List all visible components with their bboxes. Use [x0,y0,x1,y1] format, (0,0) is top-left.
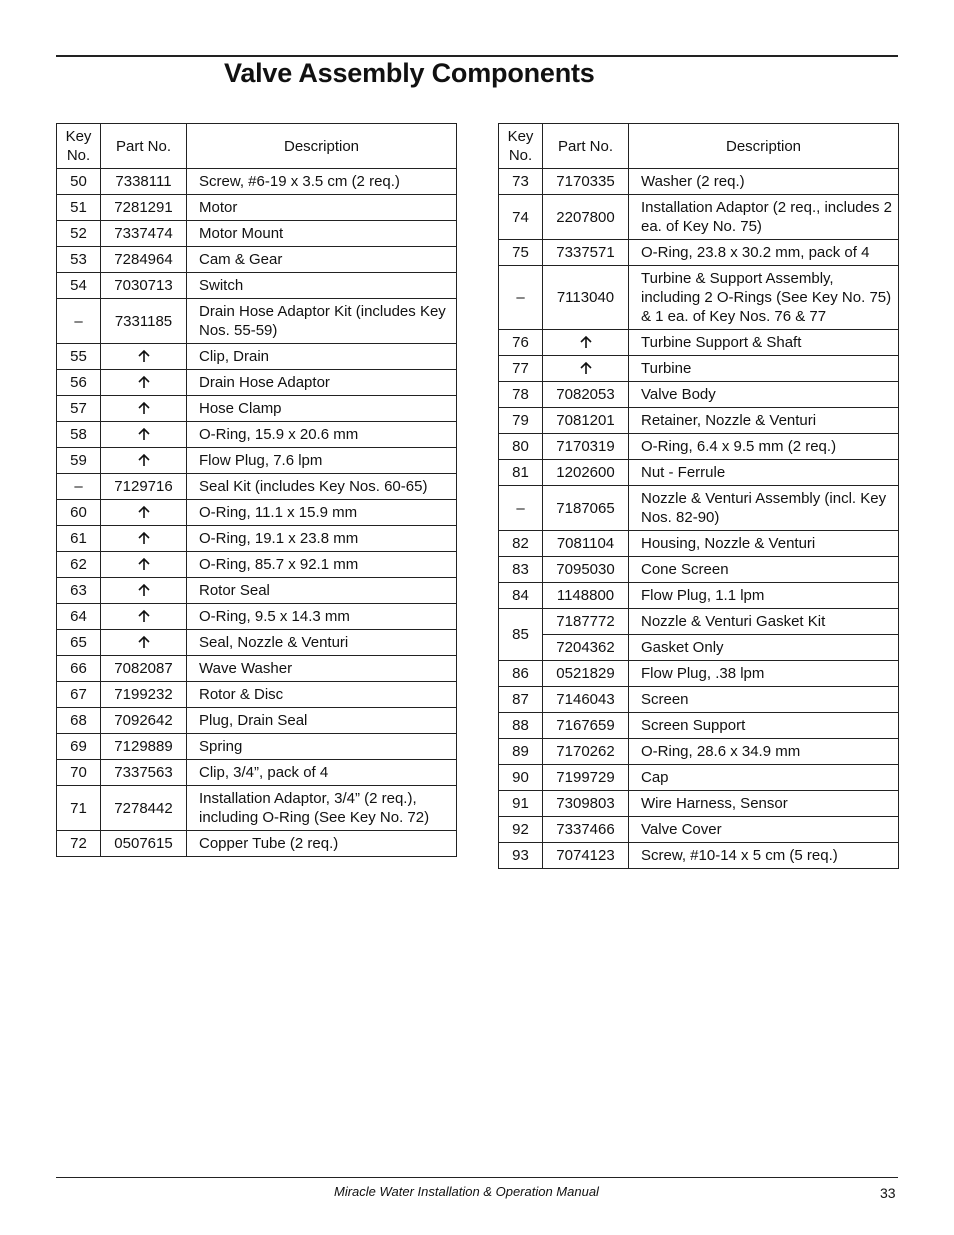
cell-part-no: 7074123 [543,843,629,869]
cell-description: Turbine [629,356,899,382]
cell-key-no: 93 [499,843,543,869]
table-row [499,713,899,739]
cell-key-no: 69 [57,734,101,760]
table-row [499,486,899,531]
cell-key-no: 64 [57,604,101,630]
cell-key-no: 63 [57,578,101,604]
cell-part-no: 7081104 [543,531,629,557]
cell-description: Cam & Gear [187,247,457,273]
cell-key-no: 56 [57,370,101,396]
cell-part-no: 7199232 [101,682,187,708]
cell-part-no-same-as-above [101,526,187,552]
cell-key-no: 54 [57,273,101,299]
cell-key-no: 51 [57,195,101,221]
table-row [499,266,899,330]
cell-key-no: 85 [499,609,543,661]
cell-description: Nozzle & Venturi Assembly (incl. Key Nos. 82-90) [629,486,899,531]
cell-description: Wire Harness, Sensor [629,791,899,817]
table-row [499,195,899,240]
cell-description: Rotor & Disc [187,682,457,708]
cell-part-no: 7095030 [543,557,629,583]
table-row [499,765,899,791]
cell-part-no-same-as-above [543,330,629,356]
cell-key-no: 68 [57,708,101,734]
cell-description: O-Ring, 28.6 x 34.9 mm [629,739,899,765]
cell-part-no: 7129716 [101,474,187,500]
cell-description: Switch [187,273,457,299]
cell-key-no: 87 [499,687,543,713]
cell-part-no-same-as-above [101,396,187,422]
cell-part-no: 1148800 [543,583,629,609]
table-row [57,474,457,500]
cell-description: Screen [629,687,899,713]
cell-description: Installation Adaptor, 3/4” (2 req.), including O-Ring (See Key No. 72) [187,786,457,831]
table-row [57,344,457,370]
cell-description: Hose Clamp [187,396,457,422]
cell-description: O-Ring, 15.9 x 20.6 mm [187,422,457,448]
cell-key-no: 52 [57,221,101,247]
cell-key-no: – [499,266,543,330]
cell-part-no-same-as-above [101,500,187,526]
table-row [499,356,899,382]
cell-part-no: 2207800 [543,195,629,240]
up-arrow-icon [579,335,593,349]
cell-key-no: 81 [499,460,543,486]
cell-part-no: 7092642 [101,708,187,734]
up-arrow-icon [579,361,593,375]
cell-part-no-same-as-above [543,356,629,382]
cell-part-no: 7082087 [101,656,187,682]
cell-key-no: 58 [57,422,101,448]
cell-key-no: 92 [499,817,543,843]
cell-description: Valve Cover [629,817,899,843]
cell-part-no: 7081201 [543,408,629,434]
table-row [499,382,899,408]
cell-key-no: 88 [499,713,543,739]
table-row [499,739,899,765]
table-row [57,273,457,299]
table-row [57,786,457,831]
page-number: 33 [880,1185,896,1201]
table-row [57,247,457,273]
table-row [499,460,899,486]
cell-key-no: 70 [57,760,101,786]
cell-key-no: 73 [499,169,543,195]
table-row [499,687,899,713]
up-arrow-icon [137,401,151,415]
cell-key-no: 84 [499,583,543,609]
cell-part-no: 7170262 [543,739,629,765]
cell-key-no: 53 [57,247,101,273]
table-row [499,531,899,557]
table-row [499,817,899,843]
table-row [57,370,457,396]
cell-description: Flow Plug, .38 lpm [629,661,899,687]
cell-description: Washer (2 req.) [629,169,899,195]
cell-key-no: 75 [499,240,543,266]
cell-part-no: 7337563 [101,760,187,786]
cell-part-no: 7337466 [543,817,629,843]
cell-part-no: 7331185 [101,299,187,344]
cell-description: Cap [629,765,899,791]
cell-part-no: 0521829 [543,661,629,687]
cell-part-no-same-as-above [101,578,187,604]
table-row [57,552,457,578]
cell-description: Rotor Seal [187,578,457,604]
cell-part-no-same-as-above [101,370,187,396]
top-rule [56,55,898,57]
table-row [57,299,457,344]
cell-key-no: – [57,474,101,500]
cell-description: Clip, Drain [187,344,457,370]
cell-description: O-Ring, 23.8 x 30.2 mm, pack of 4 [629,240,899,266]
cell-key-no: 60 [57,500,101,526]
up-arrow-icon [137,609,151,623]
table-row [499,791,899,817]
cell-part-no: 7082053 [543,382,629,408]
cell-part-no: 7337474 [101,221,187,247]
table-row [57,708,457,734]
cell-key-no: 83 [499,557,543,583]
up-arrow-icon [137,349,151,363]
cell-part-no-same-as-above [101,552,187,578]
cell-description: Housing, Nozzle & Venturi [629,531,899,557]
table-header-row [499,124,899,169]
up-arrow-icon [137,635,151,649]
cell-description: O-Ring, 9.5 x 14.3 mm [187,604,457,630]
cell-part-no: 7338111 [101,169,187,195]
header-description: Description [629,124,899,169]
cell-part-no: 7170335 [543,169,629,195]
table-row [57,500,457,526]
table-row [57,656,457,682]
cell-part-no: 7146043 [543,687,629,713]
cell-key-no: 71 [57,786,101,831]
cell-description: Cone Screen [629,557,899,583]
cell-description: Seal Kit (includes Key Nos. 60-65) [187,474,457,500]
cell-part-no: 7204362 [543,635,629,661]
cell-description: Seal, Nozzle & Venturi [187,630,457,656]
cell-key-no: 65 [57,630,101,656]
cell-description: Motor [187,195,457,221]
table-row [499,583,899,609]
cell-description: Screw, #6-19 x 3.5 cm (2 req.) [187,169,457,195]
cell-part-no: 7337571 [543,240,629,266]
table-row [57,169,457,195]
table-row [57,682,457,708]
cell-part-no: 1202600 [543,460,629,486]
cell-key-no: 91 [499,791,543,817]
table-row [57,578,457,604]
table-row [499,408,899,434]
cell-key-no: 74 [499,195,543,240]
table-row [57,831,457,857]
cell-key-no: 89 [499,739,543,765]
table-row [499,240,899,266]
cell-key-no: 59 [57,448,101,474]
header-part-no: Part No. [543,124,629,169]
cell-description: O-Ring, 85.7 x 92.1 mm [187,552,457,578]
table-row [499,609,899,635]
cell-description: O-Ring, 19.1 x 23.8 mm [187,526,457,552]
cell-part-no: 7030713 [101,273,187,299]
up-arrow-icon [137,583,151,597]
up-arrow-icon [137,557,151,571]
cell-description: Flow Plug, 1.1 lpm [629,583,899,609]
cell-part-no: 7187772 [543,609,629,635]
cell-part-no: 7278442 [101,786,187,831]
table-row [499,661,899,687]
footer-manual-title: Miracle Water Installation & Operation Manual [334,1184,599,1199]
table-row [499,557,899,583]
cell-part-no: 7129889 [101,734,187,760]
cell-description: Copper Tube (2 req.) [187,831,457,857]
table-row [499,169,899,195]
cell-description: Flow Plug, 7.6 lpm [187,448,457,474]
header-key-no: Key No. [57,124,101,169]
table-row [57,396,457,422]
table-row [57,526,457,552]
parts-table-right [498,123,899,869]
cell-description: Screen Support [629,713,899,739]
cell-key-no: – [57,299,101,344]
cell-description: Clip, 3/4”, pack of 4 [187,760,457,786]
cell-part-no: 7309803 [543,791,629,817]
bottom-rule [56,1177,898,1178]
cell-part-no: 7187065 [543,486,629,531]
cell-part-no: 7167659 [543,713,629,739]
cell-description: Turbine Support & Shaft [629,330,899,356]
cell-description: Spring [187,734,457,760]
page-title: Valve Assembly Components [224,58,595,88]
cell-key-no: 79 [499,408,543,434]
cell-key-no: 90 [499,765,543,791]
table-row [499,434,899,460]
cell-description: Drain Hose Adaptor Kit (includes Key Nos. 55-59) [187,299,457,344]
cell-description: Valve Body [629,382,899,408]
cell-key-no: 80 [499,434,543,460]
cell-key-no: 50 [57,169,101,195]
cell-part-no-same-as-above [101,630,187,656]
cell-part-no-same-as-above [101,604,187,630]
cell-key-no: 55 [57,344,101,370]
cell-key-no: 66 [57,656,101,682]
up-arrow-icon [137,427,151,441]
cell-part-no-same-as-above [101,422,187,448]
cell-description: Screw, #10-14 x 5 cm (5 req.) [629,843,899,869]
table-row [57,221,457,247]
cell-key-no: 76 [499,330,543,356]
cell-part-no: 7284964 [101,247,187,273]
header-key-no: Key No. [499,124,543,169]
cell-key-no: 82 [499,531,543,557]
cell-part-no: 0507615 [101,831,187,857]
header-description: Description [187,124,457,169]
cell-description: Wave Washer [187,656,457,682]
cell-description: Installation Adaptor (2 req., includes 2 ea. of Key No. 75) [629,195,899,240]
cell-key-no: 72 [57,831,101,857]
cell-description: O-Ring, 6.4 x 9.5 mm (2 req.) [629,434,899,460]
table-row [57,422,457,448]
cell-key-no: 77 [499,356,543,382]
cell-part-no-same-as-above [101,448,187,474]
cell-key-no: 86 [499,661,543,687]
up-arrow-icon [137,531,151,545]
table-row [499,843,899,869]
table-row [499,330,899,356]
parts-table-left [56,123,457,857]
cell-description: Drain Hose Adaptor [187,370,457,396]
up-arrow-icon [137,453,151,467]
cell-key-no: 67 [57,682,101,708]
cell-part-no: 7281291 [101,195,187,221]
cell-part-no: 7170319 [543,434,629,460]
table-row [57,760,457,786]
cell-key-no: 62 [57,552,101,578]
cell-part-no: 7199729 [543,765,629,791]
table-row [57,630,457,656]
cell-part-no: 7113040 [543,266,629,330]
table-row [499,635,899,661]
cell-description: Turbine & Support Assembly, including 2 O-Rings (See Key No. 75) & 1 ea. of Key Nos. 76 & 77 [629,266,899,330]
table-row [57,448,457,474]
cell-description: Gasket Only [629,635,899,661]
up-arrow-icon [137,375,151,389]
table-row [57,604,457,630]
cell-description: Motor Mount [187,221,457,247]
table-row [57,734,457,760]
table-header-row [57,124,457,169]
header-part-no: Part No. [101,124,187,169]
cell-description: Nozzle & Venturi Gasket Kit [629,609,899,635]
cell-part-no-same-as-above [101,344,187,370]
cell-key-no: 78 [499,382,543,408]
cell-description: Retainer, Nozzle & Venturi [629,408,899,434]
table-row [57,195,457,221]
cell-description: Nut - Ferrule [629,460,899,486]
cell-key-no: 61 [57,526,101,552]
cell-description: O-Ring, 11.1 x 15.9 mm [187,500,457,526]
cell-key-no: 57 [57,396,101,422]
cell-key-no: – [499,486,543,531]
up-arrow-icon [137,505,151,519]
cell-description: Plug, Drain Seal [187,708,457,734]
